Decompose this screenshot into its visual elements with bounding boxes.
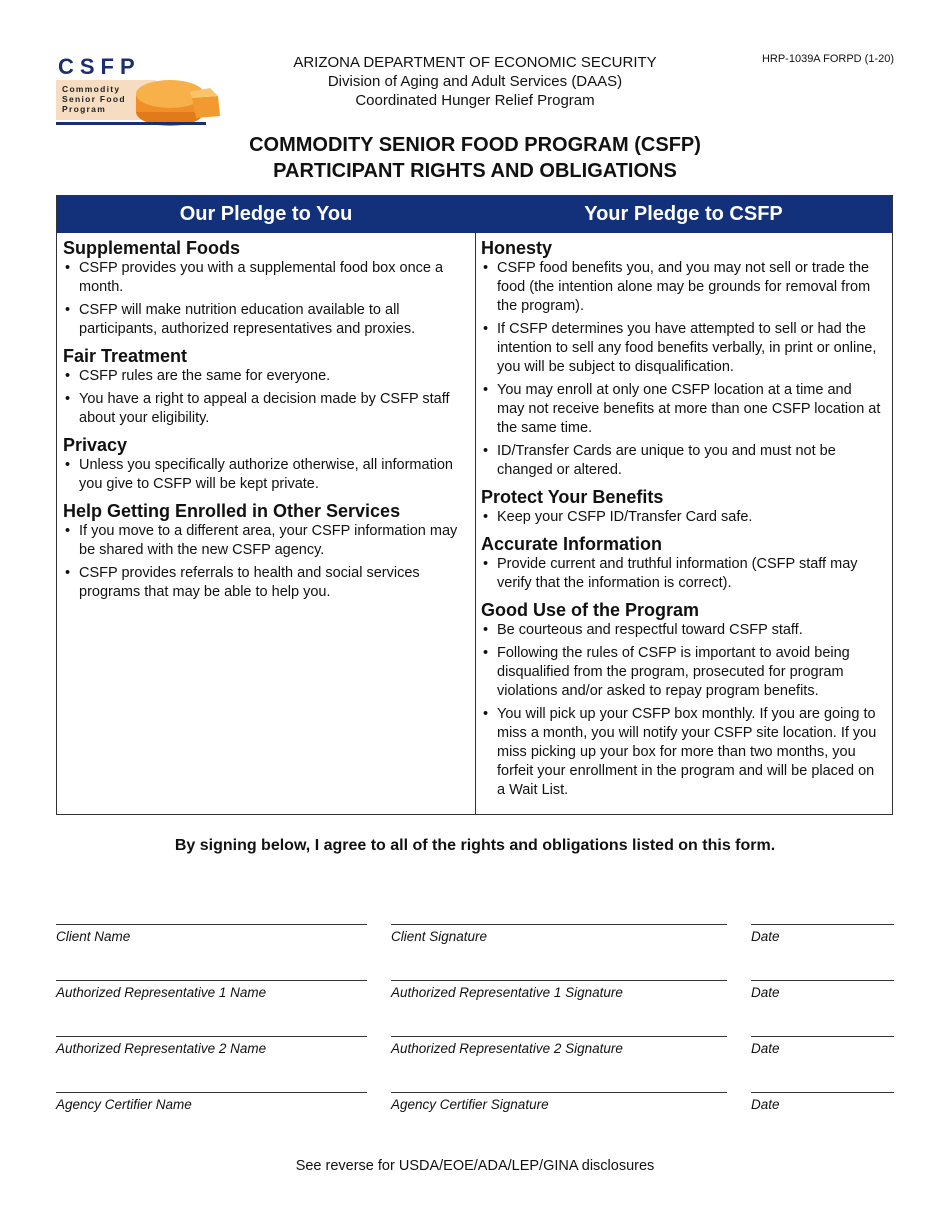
our-pledge-column [57, 196, 476, 814]
section-good-use: Good Use of the Program • Be courteous and respectful toward CSFP staff. • Following the rules of CSFP is important to avoid being disqualified from the program, prosecuted for program violations and/or asked to repay program benefits. • You will pick up your CSFP box monthly. If you are going to miss a month, you will notify your CSFP site location. If you miss picking up your box for more than two months, you forfeit your enrollment in the program and will be placed on a Wait List. [481, 599, 882, 800]
section-protect-benefits: Protect Your Benefits • Keep your CSFP ID/Transfer Card safe. [481, 486, 882, 527]
rep1-signature-field[interactable]: Authorized Representative 1 Signature [391, 980, 727, 1000]
section-honesty: Honesty • CSFP food benefits you, and you may not sell or trade the food (the intention alone may be grounds for removal from the program). • If CSFP determines you have attempted to sell or had the intention to sell any food benefits verbally, in print or online, you will be subject to disqualification. • You may enroll at only one CSFP location at a time and may not receive benefits at more than one CSFP location at the same time. • ID/Transfer Cards are unique to you and must not be changed or altered. [481, 237, 882, 480]
list-item: • Following the rules of CSFP is important to avoid being disqualified from the program, prosecuted for program violations and/or asked to repay program benefits. [481, 644, 882, 701]
pledge-table [56, 195, 893, 815]
list-item: • Provide current and truthful information (CSFP staff may verify that the information is correct). [481, 555, 882, 593]
agency-header [200, 53, 750, 110]
your-pledge-column [475, 196, 892, 814]
logo-rule [56, 122, 206, 125]
section-supplemental-foods: Supplemental Foods • CSFP provides you with a supplemental food box once a month. • CSFP will make nutrition education available to all participants, authorized representatives and proxies. [63, 237, 465, 339]
page-title: COMMODITY SENIOR FOOD PROGRAM (CSFP) PARTICIPANT RIGHTS AND OBLIGATIONS [249, 134, 701, 182]
list-item: • CSFP rules are the same for everyone. [63, 367, 465, 386]
client-name-field[interactable]: Client Name [56, 924, 367, 944]
list-item: • Keep your CSFP ID/Transfer Card safe. [481, 508, 882, 527]
section-other-services: Help Getting Enrolled in Other Services • If you move to a different area, your CSFP information may be shared with the new CSFP agency. • CSFP provides referrals to health and social services programs that may be able to help you. [63, 500, 465, 602]
list-item: • ID/Transfer Cards are unique to you and must not be changed or altered. [481, 442, 882, 480]
footer-note: See reverse for USDA/EOE/ADA/LEP/GINA disclosures [295, 1158, 655, 1174]
rep1-name-field[interactable]: Authorized Representative 1 Name [56, 980, 367, 1000]
program-name: Coordinated Hunger Relief Program [355, 92, 595, 109]
list-item: • Unless you specifically authorize otherwise, all information you give to CSFP will be kept private. [63, 456, 465, 494]
rep2-signature-field[interactable]: Authorized Representative 2 Signature [391, 1036, 727, 1056]
form-number: HRP-1039A FORPD (1-20) [761, 53, 894, 65]
list-item: • You will pick up your CSFP box monthly. If you are going to miss a month, you will notify your CSFP site location. If you miss picking up your box for more than two months, you forfeit your enrollment in the program and will be placed on a Wait List. [481, 705, 882, 800]
rep2-name-field[interactable]: Authorized Representative 2 Name [56, 1036, 367, 1056]
logo-tagline: Commodity Senior Food Program [62, 84, 126, 114]
certifier-signature-field[interactable]: Agency Certifier Signature [391, 1092, 727, 1112]
section-accurate-information: Accurate Information • Provide current and truthful information (CSFP staff may verify that the information is correct). [481, 533, 882, 593]
client-date-field[interactable]: Date [751, 924, 894, 944]
list-item: • You may enroll at only one CSFP location at a time and may not receive benefits at more than one CSFP location at the same time. [481, 381, 882, 438]
section-fair-treatment: Fair Treatment • CSFP rules are the same for everyone. • You have a right to appeal a decision made by CSFP staff about your eligibility. [63, 345, 465, 428]
rep2-date-field[interactable]: Date [751, 1036, 894, 1056]
list-item: • CSFP provides you with a supplemental food box once a month. [63, 259, 465, 297]
list-item: • If you move to a different area, your CSFP information may be shared with the new CSFP agency. [63, 522, 465, 560]
certifier-date-field[interactable]: Date [751, 1092, 894, 1112]
certifier-name-field[interactable]: Agency Certifier Name [56, 1092, 367, 1112]
list-item: • CSFP provides referrals to health and social services programs that may be able to help you. [63, 564, 465, 602]
list-item: • CSFP will make nutrition education available to all participants, authorized representatives and proxies. [63, 301, 465, 339]
client-signature-field[interactable]: Client Signature [391, 924, 727, 944]
logo-abbr: CSFP [58, 54, 141, 79]
list-item: • If CSFP determines you have attempted to sell or had the intention to sell any food benefits verbally, in print or online, you will be subject to disqualification. [481, 320, 882, 377]
agreement-statement: By signing below, I agree to all of the rights and obligations listed on this form. [174, 837, 776, 854]
division-name: Division of Aging and Adult Services (DAAS) [327, 73, 623, 90]
section-privacy: Privacy • Unless you specifically authorize otherwise, all information you give to CSFP will be kept private. [63, 434, 465, 494]
agency-name: ARIZONA DEPARTMENT OF ECONOMIC SECURITY [293, 54, 657, 71]
list-item: • Be courteous and respectful toward CSFP staff. [481, 621, 882, 640]
your-pledge-heading: Your Pledge to CSFP [475, 196, 892, 233]
list-item: • CSFP food benefits you, and you may not sell or trade the food (the intention alone may be grounds for removal from the program). [481, 259, 882, 316]
rep1-date-field[interactable]: Date [751, 980, 894, 1000]
list-item: • You have a right to appeal a decision made by CSFP staff about your eligibility. [63, 390, 465, 428]
our-pledge-heading: Our Pledge to You [57, 196, 475, 233]
